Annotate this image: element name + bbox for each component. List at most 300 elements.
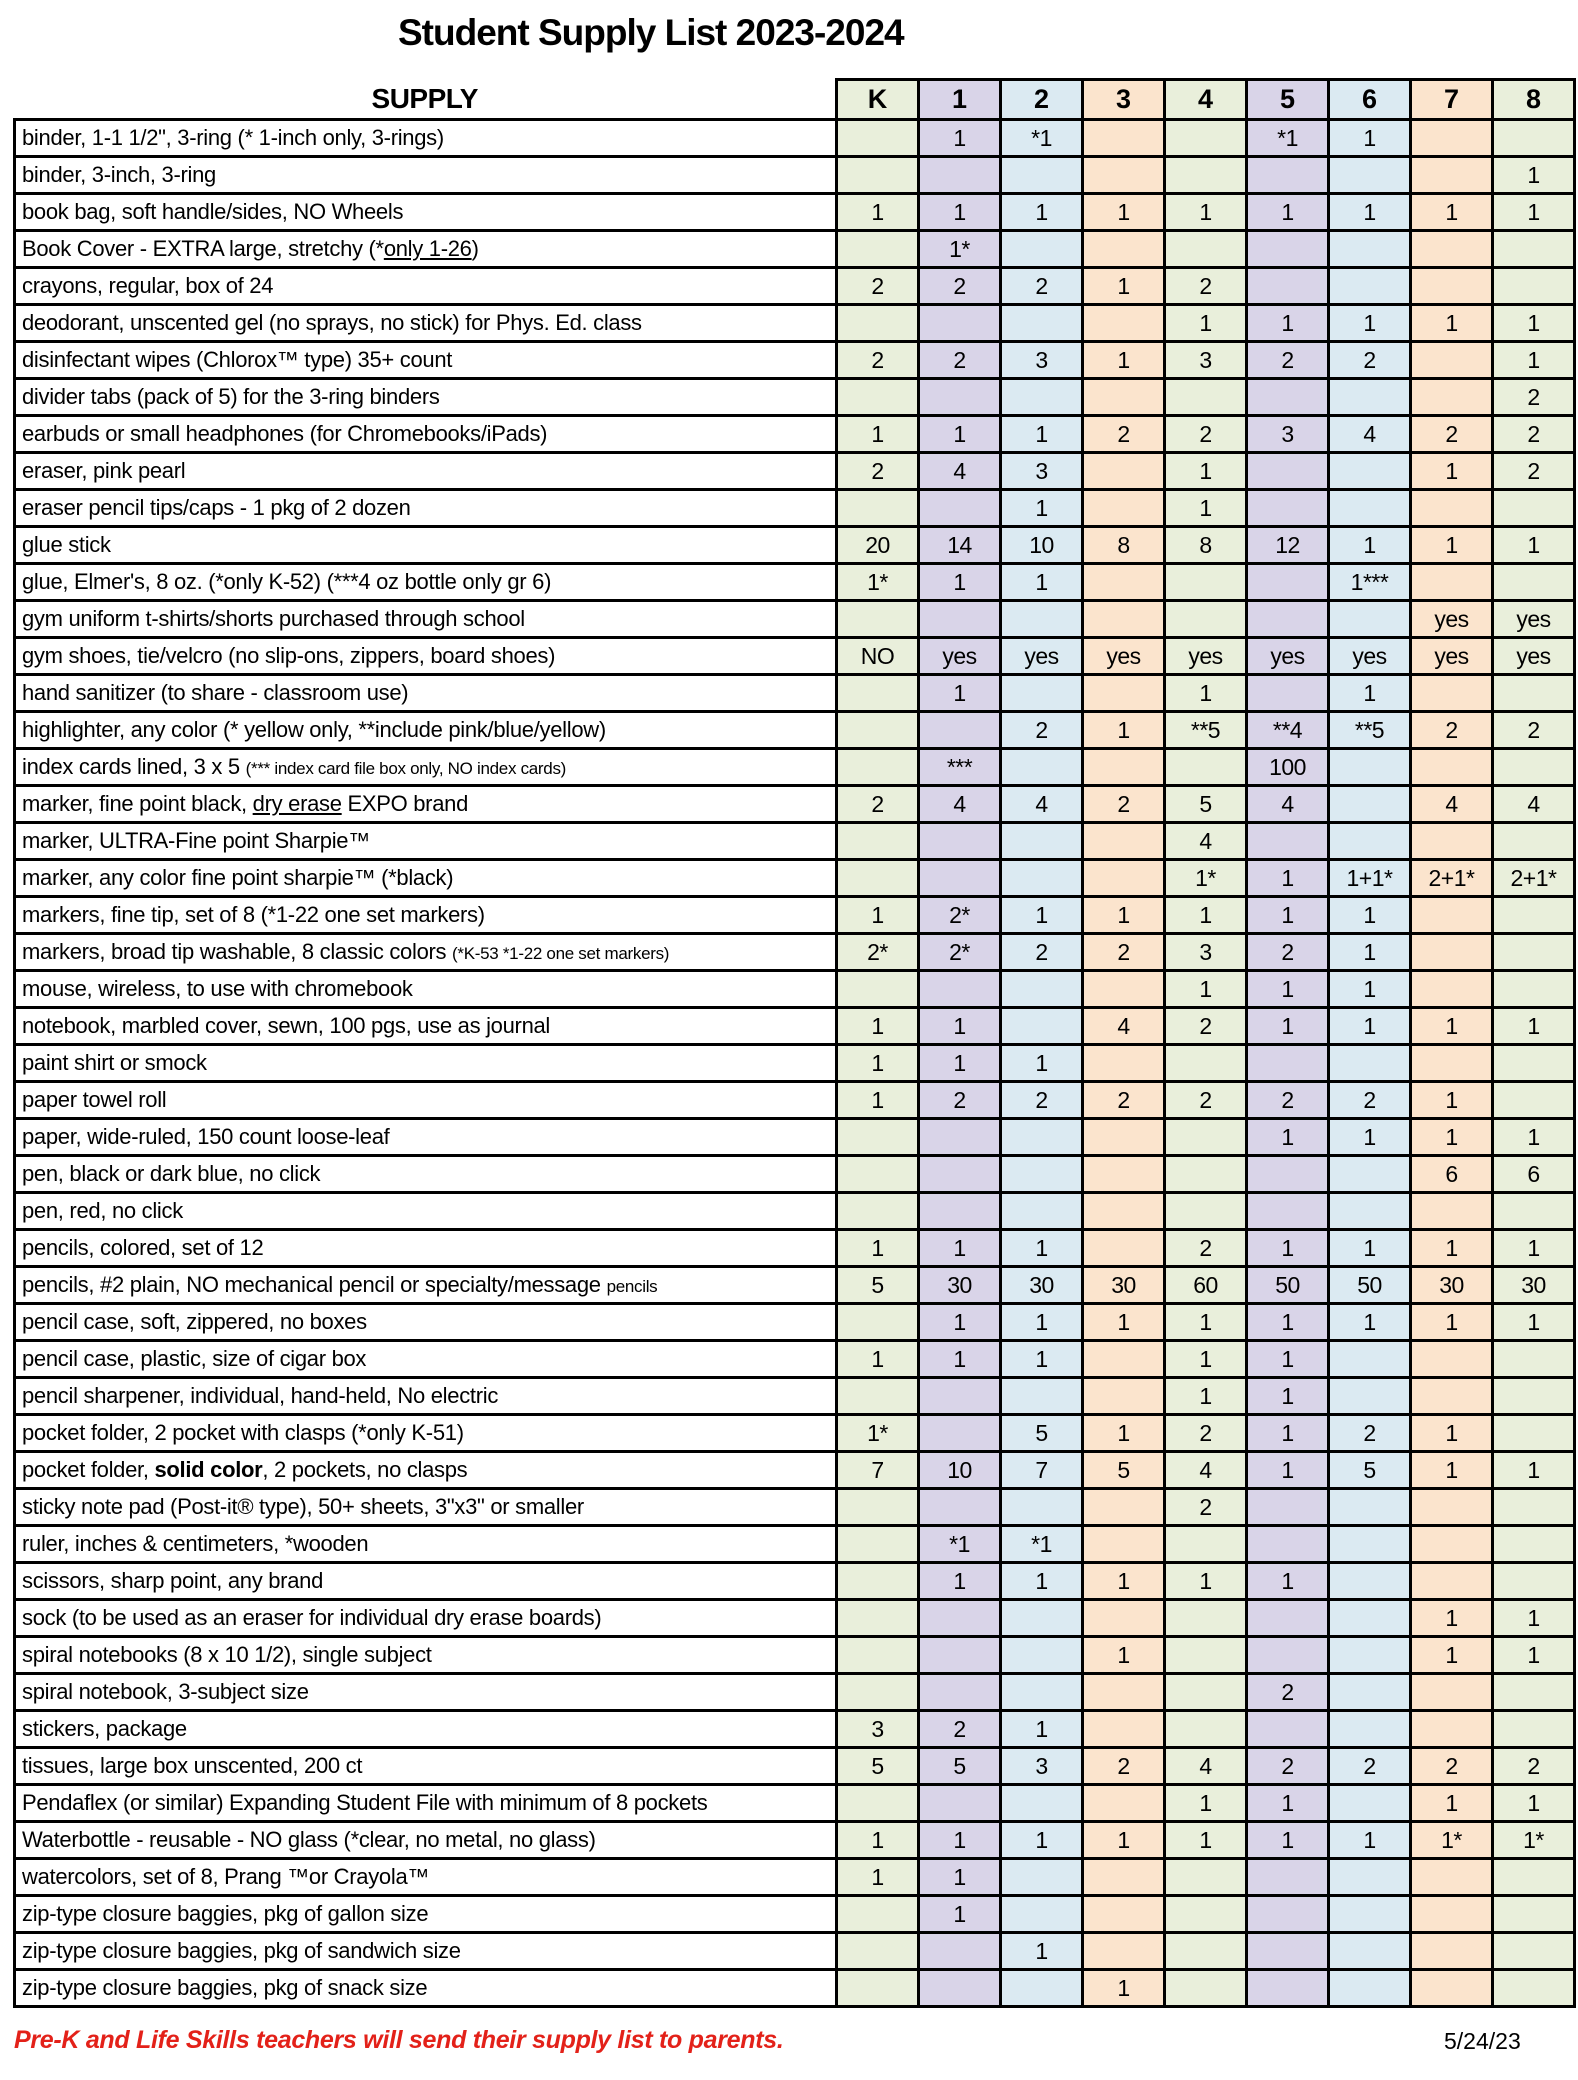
- table-row: [15, 1045, 1575, 1082]
- qty-cell: [837, 823, 919, 860]
- qty-cell: [837, 1193, 919, 1230]
- qty-cell: [1247, 231, 1329, 268]
- qty-cell: 5: [1165, 786, 1247, 823]
- qty-cell: [1247, 1526, 1329, 1563]
- qty-cell: [1001, 1637, 1083, 1674]
- supply-cell: [15, 1230, 837, 1267]
- qty-cell: [1411, 1489, 1493, 1526]
- qty-cell: [919, 1119, 1001, 1156]
- qty-cell: [837, 1933, 919, 1970]
- qty-cell: 4: [1165, 1452, 1247, 1489]
- table-row: [15, 897, 1575, 934]
- qty-cell: [1165, 1045, 1247, 1082]
- qty-cell: [1493, 1082, 1575, 1119]
- qty-cell: [837, 305, 919, 342]
- page-title: Student Supply List 2023-2024: [398, 12, 904, 53]
- qty-cell: 1: [1329, 1119, 1411, 1156]
- supply-label-segment: Pendaflex (or similar) Expanding Student File with minimum of 8 pockets: [22, 1790, 708, 1815]
- supply-label-segment: highlighter, any color (* yellow only, **include pink/blue/yellow): [22, 717, 606, 742]
- qty-cell: [919, 490, 1001, 527]
- supply-label-segment: eraser pencil tips/caps - 1 pkg of 2 dozen: [22, 495, 411, 520]
- qty-cell: [1329, 823, 1411, 860]
- qty-cell: 2: [1493, 379, 1575, 416]
- supply-label-segment: pencils: [606, 1277, 658, 1296]
- supply-label-segment: deodorant, unscented gel (no sprays, no stick) for Phys. Ed. class: [22, 310, 642, 335]
- qty-cell: 1: [837, 1045, 919, 1082]
- qty-cell: [1493, 564, 1575, 601]
- supply-cell: [15, 1896, 837, 1933]
- supply-cell: [15, 564, 837, 601]
- qty-cell: 1: [919, 1304, 1001, 1341]
- qty-cell: [1411, 342, 1493, 379]
- qty-cell: 1: [919, 1045, 1001, 1082]
- qty-cell: 4: [1083, 1008, 1165, 1045]
- qty-cell: [1329, 1378, 1411, 1415]
- qty-cell: 1*: [1165, 860, 1247, 897]
- supply-cell: [15, 1156, 837, 1193]
- qty-cell: [1001, 305, 1083, 342]
- qty-cell: [1411, 1526, 1493, 1563]
- qty-cell: 1*: [837, 1415, 919, 1452]
- qty-cell: 12: [1247, 527, 1329, 564]
- qty-cell: [1083, 971, 1165, 1008]
- table-row: [15, 1452, 1575, 1489]
- qty-cell: [1247, 1970, 1329, 2007]
- qty-cell: [919, 1970, 1001, 2007]
- qty-cell: [837, 1563, 919, 1600]
- qty-cell: 1: [1083, 712, 1165, 749]
- qty-cell: 2: [1493, 1748, 1575, 1785]
- qty-cell: 1: [1493, 1119, 1575, 1156]
- table-row: [15, 934, 1575, 971]
- qty-cell: 1: [1165, 675, 1247, 712]
- qty-cell: [1493, 1896, 1575, 1933]
- supply-label-segment: glue stick: [22, 532, 111, 557]
- supply-cell: [15, 1341, 837, 1378]
- qty-cell: [919, 860, 1001, 897]
- qty-cell: [1001, 601, 1083, 638]
- qty-cell: [1083, 564, 1165, 601]
- supply-cell: [15, 1193, 837, 1230]
- grade-column-header: 4: [1165, 80, 1247, 120]
- qty-cell: [1247, 1045, 1329, 1082]
- qty-cell: 2: [1329, 1748, 1411, 1785]
- qty-cell: 1: [1001, 1230, 1083, 1267]
- qty-cell: 4: [919, 453, 1001, 490]
- supply-label-segment: , 2 pockets, no clasps: [262, 1457, 468, 1482]
- qty-cell: 1: [1001, 416, 1083, 453]
- qty-cell: 3: [1165, 342, 1247, 379]
- qty-cell: 4: [1001, 786, 1083, 823]
- qty-cell: 1*: [837, 564, 919, 601]
- supply-cell: [15, 1008, 837, 1045]
- qty-cell: [837, 1896, 919, 1933]
- qty-cell: 1***: [1329, 564, 1411, 601]
- supply-cell: [15, 490, 837, 527]
- qty-cell: 2: [1329, 1082, 1411, 1119]
- table-row: [15, 1526, 1575, 1563]
- supply-label-segment: (*K-53 *1-22 one set markers): [452, 944, 670, 963]
- qty-cell: 60: [1165, 1267, 1247, 1304]
- qty-cell: 1: [919, 120, 1001, 157]
- qty-cell: 1: [1493, 342, 1575, 379]
- qty-cell: [1411, 379, 1493, 416]
- supply-label-segment: pencil case, plastic, size of cigar box: [22, 1346, 367, 1371]
- supply-label-segment: disinfectant wipes (Chlorox™ type) 35+ count: [22, 347, 453, 372]
- qty-cell: 4: [919, 786, 1001, 823]
- qty-cell: 1: [1247, 305, 1329, 342]
- table-row: [15, 1822, 1575, 1859]
- supply-label-segment: paper, wide-ruled, 150 count loose-leaf: [22, 1124, 390, 1149]
- supply-label-segment: zip-type closure baggies, pkg of gallon size: [22, 1901, 429, 1926]
- qty-cell: 1: [1165, 305, 1247, 342]
- qty-cell: 1: [837, 1822, 919, 1859]
- qty-cell: [837, 1304, 919, 1341]
- qty-cell: 8: [1165, 527, 1247, 564]
- qty-cell: 1: [1247, 1452, 1329, 1489]
- qty-cell: 1: [1493, 305, 1575, 342]
- qty-cell: [1001, 1674, 1083, 1711]
- qty-cell: [919, 1600, 1001, 1637]
- qty-cell: [1247, 1600, 1329, 1637]
- qty-cell: 1: [919, 564, 1001, 601]
- qty-cell: [919, 1489, 1001, 1526]
- qty-cell: 2+1*: [1411, 860, 1493, 897]
- qty-cell: [919, 1415, 1001, 1452]
- table-row: [15, 379, 1575, 416]
- qty-cell: [837, 860, 919, 897]
- qty-cell: [1247, 1896, 1329, 1933]
- qty-cell: 1: [1329, 1230, 1411, 1267]
- table-row: [15, 712, 1575, 749]
- qty-cell: [1329, 1489, 1411, 1526]
- qty-cell: 1: [837, 1008, 919, 1045]
- qty-cell: 2: [1083, 934, 1165, 971]
- qty-cell: [1329, 601, 1411, 638]
- qty-cell: [1083, 1341, 1165, 1378]
- qty-cell: 1: [919, 194, 1001, 231]
- qty-cell: [837, 490, 919, 527]
- table-row: [15, 823, 1575, 860]
- qty-cell: 1: [1165, 1785, 1247, 1822]
- qty-cell: [1247, 675, 1329, 712]
- supply-cell: [15, 860, 837, 897]
- qty-cell: [1001, 1378, 1083, 1415]
- qty-cell: [837, 675, 919, 712]
- qty-cell: [919, 712, 1001, 749]
- qty-cell: 1: [1329, 305, 1411, 342]
- supply-label-segment: binder, 3-inch, 3-ring: [22, 162, 216, 187]
- supply-cell: [15, 1933, 837, 1970]
- qty-cell: yes: [1001, 638, 1083, 675]
- qty-cell: 1: [1493, 1452, 1575, 1489]
- supply-cell: [15, 675, 837, 712]
- qty-cell: 1: [1165, 1304, 1247, 1341]
- qty-cell: [1165, 1859, 1247, 1896]
- qty-cell: [1493, 1933, 1575, 1970]
- qty-cell: 6: [1493, 1156, 1575, 1193]
- supply-cell: [15, 601, 837, 638]
- qty-cell: [1493, 1489, 1575, 1526]
- qty-cell: 10: [1001, 527, 1083, 564]
- qty-cell: 1: [1247, 1119, 1329, 1156]
- qty-cell: yes: [919, 638, 1001, 675]
- qty-cell: 2: [1001, 268, 1083, 305]
- qty-cell: 2: [1083, 1748, 1165, 1785]
- qty-cell: [1001, 1896, 1083, 1933]
- qty-cell: [1083, 823, 1165, 860]
- qty-cell: [1493, 120, 1575, 157]
- qty-cell: [1493, 1045, 1575, 1082]
- qty-cell: yes: [1247, 638, 1329, 675]
- qty-cell: 1: [1001, 1711, 1083, 1748]
- qty-cell: [1083, 305, 1165, 342]
- qty-cell: 1: [1165, 971, 1247, 1008]
- qty-cell: [1165, 157, 1247, 194]
- supply-label-segment: Waterbottle - reusable - NO glass (*clear, no metal, no glass): [22, 1827, 596, 1852]
- qty-cell: [1165, 1674, 1247, 1711]
- qty-cell: [1329, 1933, 1411, 1970]
- qty-cell: 3: [1001, 1748, 1083, 1785]
- qty-cell: NO: [837, 638, 919, 675]
- supply-label-segment: pencil case, soft, zippered, no boxes: [22, 1309, 367, 1334]
- qty-cell: [1329, 1156, 1411, 1193]
- qty-cell: [1083, 231, 1165, 268]
- qty-cell: [1411, 231, 1493, 268]
- table-row: [15, 268, 1575, 305]
- supply-cell: [15, 712, 837, 749]
- table-row: [15, 1563, 1575, 1600]
- qty-cell: 2: [1083, 1082, 1165, 1119]
- qty-cell: 1: [1411, 1415, 1493, 1452]
- qty-cell: [919, 157, 1001, 194]
- qty-cell: 3: [1001, 342, 1083, 379]
- qty-cell: [1165, 564, 1247, 601]
- grade-column-header: 2: [1001, 80, 1083, 120]
- supply-cell: [15, 971, 837, 1008]
- qty-cell: 4: [1247, 786, 1329, 823]
- grade-column-header: 6: [1329, 80, 1411, 120]
- qty-cell: 1: [919, 416, 1001, 453]
- qty-cell: 1: [1165, 453, 1247, 490]
- qty-cell: 1: [919, 1859, 1001, 1896]
- supply-cell: [15, 120, 837, 157]
- supply-cell: [15, 305, 837, 342]
- qty-cell: [1493, 934, 1575, 971]
- qty-cell: 2: [1083, 416, 1165, 453]
- table-row: [15, 527, 1575, 564]
- table-row: [15, 786, 1575, 823]
- qty-cell: 5: [1083, 1452, 1165, 1489]
- supply-label-segment: scissors, sharp point, any brand: [22, 1568, 323, 1593]
- qty-cell: 1*: [1411, 1822, 1493, 1859]
- qty-cell: *1: [1247, 120, 1329, 157]
- qty-cell: [1247, 1859, 1329, 1896]
- qty-cell: [1001, 675, 1083, 712]
- supply-cell: [15, 342, 837, 379]
- supply-cell: [15, 1711, 837, 1748]
- qty-cell: [919, 305, 1001, 342]
- qty-cell: 2: [1165, 1230, 1247, 1267]
- supply-cell: [15, 1489, 837, 1526]
- qty-cell: [1165, 1970, 1247, 2007]
- qty-cell: **5: [1165, 712, 1247, 749]
- qty-cell: 1: [1247, 1785, 1329, 1822]
- qty-cell: [837, 157, 919, 194]
- qty-cell: [919, 971, 1001, 1008]
- table-row: [15, 1896, 1575, 1933]
- table-row: [15, 1415, 1575, 1452]
- qty-cell: 1: [1411, 1600, 1493, 1637]
- qty-cell: 2: [837, 786, 919, 823]
- supply-label-segment: gym uniform t-shirts/shorts purchased through school: [22, 606, 525, 631]
- qty-cell: 1: [919, 1896, 1001, 1933]
- table-row: [15, 194, 1575, 231]
- qty-cell: 1: [1493, 157, 1575, 194]
- qty-cell: [1001, 1008, 1083, 1045]
- qty-cell: [837, 1785, 919, 1822]
- qty-cell: 5: [837, 1748, 919, 1785]
- qty-cell: [1329, 490, 1411, 527]
- qty-cell: 30: [1493, 1267, 1575, 1304]
- qty-cell: 5: [1329, 1452, 1411, 1489]
- qty-cell: 4: [1411, 786, 1493, 823]
- qty-cell: 1+1*: [1329, 860, 1411, 897]
- supply-cell: [15, 1045, 837, 1082]
- table-row: [15, 1378, 1575, 1415]
- table-row: [15, 1267, 1575, 1304]
- qty-cell: 1: [919, 1230, 1001, 1267]
- qty-cell: 1: [837, 1082, 919, 1119]
- supply-label-segment: tissues, large box unscented, 200 ct: [22, 1753, 363, 1778]
- supply-table: [13, 78, 1576, 2008]
- qty-cell: [1083, 1600, 1165, 1637]
- qty-cell: 1: [1329, 1304, 1411, 1341]
- supply-cell: [15, 157, 837, 194]
- supply-label-segment: binder, 1-1 1/2", 3-ring (* 1-inch only, 3-rings): [22, 125, 444, 150]
- qty-cell: 30: [919, 1267, 1001, 1304]
- qty-cell: 2: [1247, 1748, 1329, 1785]
- qty-cell: 2: [1329, 342, 1411, 379]
- supply-label-segment: EXPO brand: [341, 791, 468, 816]
- supply-cell: [15, 1785, 837, 1822]
- qty-cell: [1083, 1711, 1165, 1748]
- qty-cell: 1: [1083, 268, 1165, 305]
- qty-cell: [1165, 1600, 1247, 1637]
- qty-cell: 5: [837, 1267, 919, 1304]
- supply-label-segment: marker, ULTRA-Fine point Sharpie™: [22, 828, 370, 853]
- table-row: [15, 1637, 1575, 1674]
- qty-cell: [1411, 268, 1493, 305]
- table-row: [15, 860, 1575, 897]
- supply-label-segment: ): [471, 236, 479, 261]
- table-row: [15, 749, 1575, 786]
- table-row: [15, 342, 1575, 379]
- qty-cell: 2*: [837, 934, 919, 971]
- qty-cell: [1083, 675, 1165, 712]
- qty-cell: 1: [1493, 1008, 1575, 1045]
- qty-cell: 2: [1247, 934, 1329, 971]
- table-row: [15, 1859, 1575, 1896]
- qty-cell: 1: [1411, 453, 1493, 490]
- qty-cell: [1411, 823, 1493, 860]
- grade-column-header: K: [837, 80, 919, 120]
- qty-cell: 2: [1001, 934, 1083, 971]
- qty-cell: 1: [1001, 194, 1083, 231]
- supply-label-segment: book bag, soft handle/sides, NO Wheels: [22, 199, 404, 224]
- qty-cell: [837, 1156, 919, 1193]
- qty-cell: 4: [1165, 1748, 1247, 1785]
- qty-cell: 2: [1493, 416, 1575, 453]
- qty-cell: [837, 231, 919, 268]
- qty-cell: 1: [1001, 1563, 1083, 1600]
- qty-cell: [1329, 786, 1411, 823]
- qty-cell: 1: [1411, 194, 1493, 231]
- qty-cell: 1: [1411, 1452, 1493, 1489]
- qty-cell: 100: [1247, 749, 1329, 786]
- qty-cell: [1001, 971, 1083, 1008]
- qty-cell: [1329, 1526, 1411, 1563]
- qty-cell: [1247, 379, 1329, 416]
- qty-cell: [1493, 231, 1575, 268]
- supply-cell: [15, 1378, 837, 1415]
- qty-cell: 2: [837, 453, 919, 490]
- supply-cell: [15, 749, 837, 786]
- qty-cell: 1: [1411, 1119, 1493, 1156]
- qty-cell: [919, 1674, 1001, 1711]
- supply-label-segment: hand sanitizer (to share - classroom use): [22, 680, 409, 705]
- qty-cell: [1247, 1637, 1329, 1674]
- qty-cell: 1: [1001, 1045, 1083, 1082]
- qty-cell: 2: [1247, 1082, 1329, 1119]
- qty-cell: 1: [1329, 527, 1411, 564]
- qty-cell: 7: [837, 1452, 919, 1489]
- supply-cell: [15, 1600, 837, 1637]
- qty-cell: [1083, 120, 1165, 157]
- qty-cell: [919, 823, 1001, 860]
- table-row: [15, 1711, 1575, 1748]
- qty-cell: 1: [837, 194, 919, 231]
- qty-cell: [1001, 231, 1083, 268]
- qty-cell: [1165, 1711, 1247, 1748]
- qty-cell: 2: [1247, 1674, 1329, 1711]
- qty-cell: [1165, 601, 1247, 638]
- supply-label-segment: pocket folder,: [22, 1457, 155, 1482]
- qty-cell: [1001, 823, 1083, 860]
- qty-cell: 1: [1001, 897, 1083, 934]
- supply-cell: [15, 1415, 837, 1452]
- supply-label-segment: zip-type closure baggies, pkg of snack size: [22, 1975, 428, 2000]
- supply-cell: [15, 1119, 837, 1156]
- qty-cell: [1411, 1970, 1493, 2007]
- qty-cell: [1493, 1563, 1575, 1600]
- qty-cell: [837, 1600, 919, 1637]
- supply-label-segment: zip-type closure baggies, pkg of sandwich size: [22, 1938, 461, 1963]
- qty-cell: [1329, 157, 1411, 194]
- qty-cell: 1: [1247, 1008, 1329, 1045]
- supply-label-segment: watercolors, set of 8, Prang ™or Crayola™: [22, 1864, 430, 1889]
- qty-cell: 2: [1411, 416, 1493, 453]
- supply-cell: [15, 823, 837, 860]
- supply-label-segment: crayons, regular, box of 24: [22, 273, 274, 298]
- grade-column-header: 3: [1083, 80, 1165, 120]
- qty-cell: 1: [1247, 194, 1329, 231]
- qty-cell: [1247, 268, 1329, 305]
- qty-cell: [1001, 1859, 1083, 1896]
- qty-cell: yes: [1411, 601, 1493, 638]
- qty-cell: [1083, 1230, 1165, 1267]
- supply-cell: [15, 1563, 837, 1600]
